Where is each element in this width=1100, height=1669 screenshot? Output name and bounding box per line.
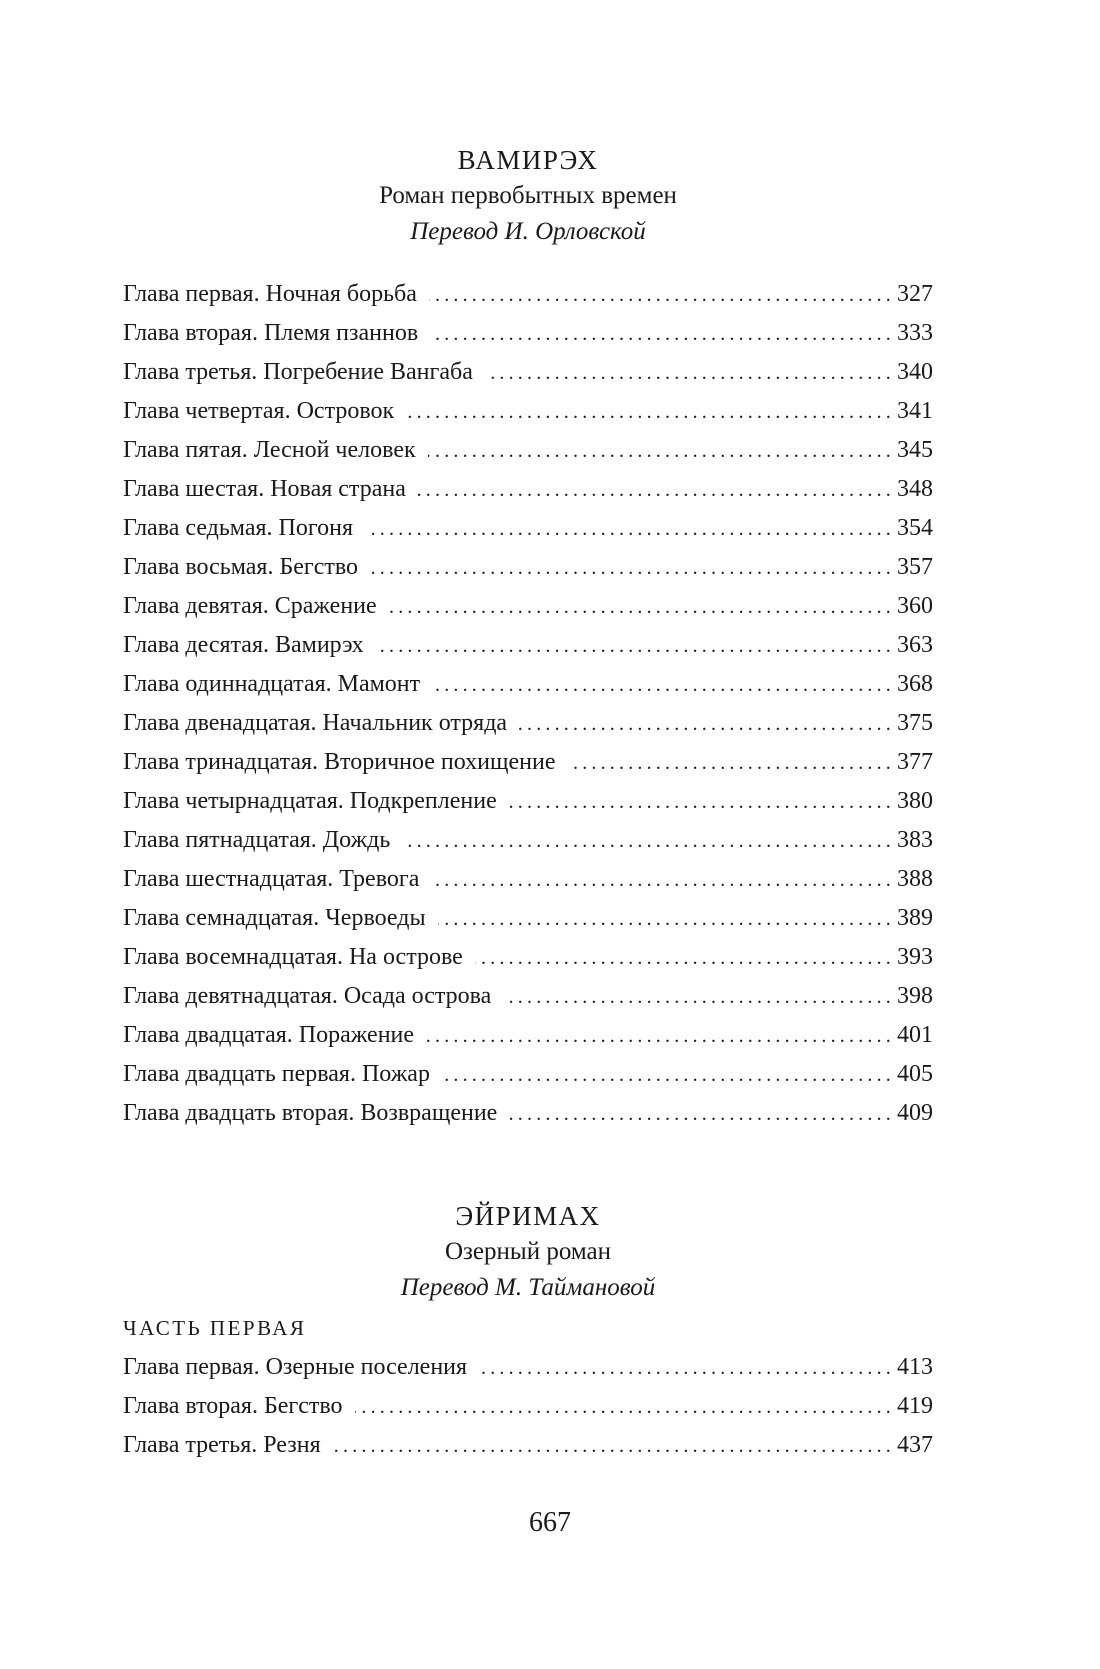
toc-entry <box>123 860 933 899</box>
toc-dot-leader <box>365 510 895 548</box>
toc-entry <box>123 431 933 470</box>
toc-entry-title: Глава девятая. Сражение <box>123 593 377 619</box>
toc-dot-leader <box>389 588 895 626</box>
toc-entry-title: Глава седьмая. Погоня <box>123 515 353 541</box>
toc-dot-leader <box>431 861 895 899</box>
toc-dot-leader <box>426 1017 895 1055</box>
toc-entry-page: 405 <box>897 1061 933 1087</box>
toc-entry-page: 409 <box>897 1100 933 1126</box>
toc-entry <box>123 977 933 1016</box>
section-eyrimah <box>123 1198 933 1465</box>
toc-dot-leader <box>442 1056 895 1094</box>
toc-entry-title: Глава тринадцатая. Вторичное похищение <box>123 749 556 775</box>
toc-entry-page: 345 <box>897 437 933 463</box>
toc-entry-page: 368 <box>897 671 933 697</box>
part-heading: ЧАСТЬ ПЕРВАЯ <box>123 1316 307 1340</box>
toc-entry-title: Глава семнадцатая. Червоеды <box>123 905 426 931</box>
toc-entry-page: 348 <box>897 476 933 502</box>
toc-entry-page: 389 <box>897 905 933 931</box>
toc-entry-page: 360 <box>897 593 933 619</box>
toc-entry-title: Глава пятнадцатая. Дождь <box>123 827 391 853</box>
toc-dot-leader <box>503 978 895 1016</box>
toc-entry-page: 333 <box>897 320 933 346</box>
toc-entry-title: Глава шестая. Новая страна <box>123 476 406 502</box>
toc-entry <box>123 626 933 665</box>
section-title: ВАМИРЭХ <box>457 145 599 175</box>
toc-dot-leader <box>418 471 895 509</box>
section-subtitle: Роман первобытных времен <box>379 182 677 209</box>
toc-entry-page: 419 <box>897 1393 933 1419</box>
toc-dot-leader <box>519 705 895 743</box>
toc-entry <box>123 899 933 938</box>
toc-entry-page: 327 <box>897 281 933 307</box>
toc-entry <box>123 1055 933 1094</box>
toc-entry-page: 341 <box>897 398 933 424</box>
toc-entry-page: 393 <box>897 944 933 970</box>
toc-entry-title: Глава десятая. Вамирэх <box>123 632 364 658</box>
toc-entry-title: Глава двадцать вторая. Возвращение <box>123 1100 498 1126</box>
toc-entry <box>123 470 933 509</box>
toc-dot-leader <box>509 1095 895 1133</box>
toc-entry-page: 413 <box>897 1354 933 1380</box>
toc-entry <box>123 743 933 782</box>
toc-entry-title: Глава первая. Озерные поселения <box>123 1354 468 1380</box>
toc-entry <box>123 548 933 587</box>
toc-entry <box>123 821 933 860</box>
toc-entry-page: 398 <box>897 983 933 1009</box>
toc-entry-page: 377 <box>897 749 933 775</box>
toc-entry-title: Глава четырнадцатая. Подкрепление <box>123 788 497 814</box>
section-subtitle: Озерный роман <box>445 1238 611 1265</box>
toc-entry-page: 388 <box>897 866 933 892</box>
toc-entry-title: Глава вторая. Бегство <box>123 1393 343 1419</box>
toc-entry-title: Глава восемнадцатая. На острове <box>123 944 463 970</box>
toc-dot-leader <box>376 627 895 665</box>
toc-dot-leader <box>479 1349 895 1387</box>
section-translator: Перевод И. Орловской <box>410 218 646 245</box>
toc-entry-page: 357 <box>897 554 933 580</box>
toc-entry <box>123 938 933 977</box>
section-translator: Перевод М. Таймановой <box>400 1274 656 1301</box>
toc-entry-page: 354 <box>897 515 933 541</box>
section-title: ЭЙРИМАХ <box>455 1201 601 1231</box>
toc-list <box>123 275 933 1133</box>
toc-dot-leader <box>568 744 896 782</box>
toc-list <box>123 1348 933 1465</box>
toc-dot-leader <box>406 393 895 431</box>
toc-dot-leader <box>432 666 895 704</box>
toc-entry-title: Глава двадцать первая. Пожар <box>123 1061 430 1087</box>
toc-entry <box>123 1426 933 1465</box>
toc-entry <box>123 665 933 704</box>
toc-dot-leader <box>438 900 895 938</box>
toc-entry-page: 375 <box>897 710 933 736</box>
toc-entry-title: Глава четвертая. Островок <box>123 398 395 424</box>
toc-entry-title: Глава девятнадцатая. Осада острова <box>123 983 492 1009</box>
toc-dot-leader <box>402 822 895 860</box>
toc-entry-title: Глава шестнадцатая. Тревога <box>123 866 420 892</box>
toc-entry-title: Глава третья. Резня <box>123 1432 321 1458</box>
toc-entry <box>123 314 933 353</box>
page-number: 667 <box>529 1507 571 1538</box>
toc-entry <box>123 1016 933 1055</box>
toc-entry <box>123 509 933 548</box>
toc-entry <box>123 275 933 314</box>
toc-entry <box>123 1094 933 1133</box>
toc-entry-title: Глава первая. Ночная борьба <box>123 281 417 307</box>
toc-entry-title: Глава пятая. Лесной человек <box>123 437 416 463</box>
toc-dot-leader <box>430 315 895 353</box>
toc-entry <box>123 392 933 431</box>
toc-entry-page: 340 <box>897 359 933 385</box>
toc-dot-leader <box>355 1388 895 1426</box>
toc-entry-page: 437 <box>897 1432 933 1458</box>
toc-dot-leader <box>333 1427 895 1465</box>
toc-dot-leader <box>429 276 895 314</box>
toc-entry-title: Глава двенадцатая. Начальник отряда <box>123 710 508 736</box>
toc-dot-leader <box>509 783 895 821</box>
toc-dot-leader <box>485 354 895 392</box>
toc-entry <box>123 1387 933 1426</box>
toc-entry-title: Глава вторая. Племя пзаннов <box>123 320 419 346</box>
toc-entry-page: 380 <box>897 788 933 814</box>
toc-entry <box>123 353 933 392</box>
toc-entry-page: 401 <box>897 1022 933 1048</box>
toc-entry-title: Глава одиннадцатая. Мамонт <box>123 671 421 697</box>
toc-dot-leader <box>428 432 895 470</box>
toc-entry-page: 383 <box>897 827 933 853</box>
toc-entry <box>123 782 933 821</box>
toc-entry-title: Глава двадцатая. Поражение <box>123 1022 415 1048</box>
toc-dot-leader <box>475 939 895 977</box>
toc-entry-title: Глава восьмая. Бегство <box>123 554 359 580</box>
toc-entry-page: 363 <box>897 632 933 658</box>
section-vamireh <box>123 142 933 1133</box>
toc-entry <box>123 587 933 626</box>
toc-dot-leader <box>370 549 895 587</box>
toc-entry-title: Глава третья. Погребение Вангаба <box>123 359 473 385</box>
toc-entry <box>123 704 933 743</box>
toc-entry <box>123 1348 933 1387</box>
